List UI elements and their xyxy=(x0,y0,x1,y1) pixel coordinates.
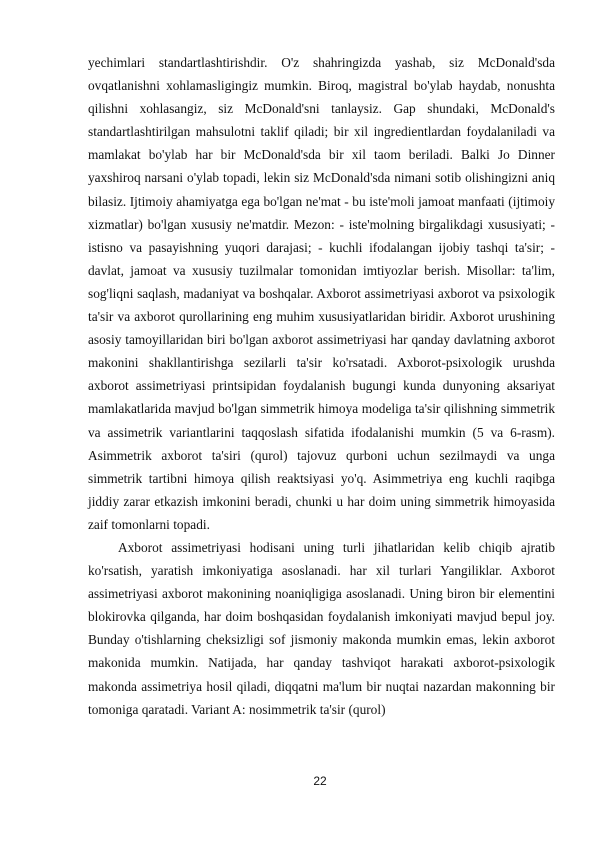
body-text xyxy=(88,51,555,721)
paragraph-1: yechimlari standartlashtirishdir. O'z shahringizda yashab, siz McDonald'sda ovqatlanishni xohlamasligingiz mumkin. Biroq, magistral bo'ylab haydab, nonushta qilishni xohlasangiz, siz McDonald'sni tanlaysiz. Gap shundaki, McDonald's standartlashtirilgan mahsulotni taklif qiladi; bir xil ingredientlardan foydalaniladi va mamlakat bo'ylab har bir McDonald'sda bir xil taom beriladi. Balki Jo Dinner yaxshiroq narsani o'ylab topadi, lekin siz McDonald'sda nimani sotib olishingizni aniq bilasiz. Ijtimoiy ahamiyatga ega bo'lgan ne'mat - bu iste'moli jamoat manfaati (ijtimoiy xizmatlar) bo'lgan xususiy ne'matdir. Mezon: - iste'molning birgalikdagi xususiyati; - istisno va pasayishning yuqori darajasi; - kuchli ifodalangan ijobiy tashqi ta'sir; - davlat, jamoat va xususiy tuzilmalar tomonidan imtiyozlar berish. Misollar: ta'lim, sog'liqni saqlash, madaniyat va boshqalar. Axborot assimetriyasi axborot va psixologik ta'sir va axborot qurollarining eng muhim xususiyatlaridan biridir. Axborot urushining asosiy tamoyillaridan biri bo'lgan axborot assimetriyasi har qanday davlatning axborot makonini shakllantirishga sezilarli ta'sir ko'rsatadi. Axborot-psixologik urushda axborot assimetriyasi printsipidan foydalanish bugungi kunda dunyoning aksariyat mamlakatlarida mavjud bo'lgan simmetrik himoya modeliga ta'sir qilishning simmetrik va assimetrik variantlarini taqqoslash sifatida ifodalanishi mumkin (5 va 6-rasm). Asimmetrik axborot ta'siri (qurol) tajovuz qurboni uchun sezilmaydi va unga simmetrik tartibni himoya qilish reaktsiyasi yo'q. Asimmetriya eng kuchli raqibga jiddiy zarar etkazish imkonini beradi, chunki u har doim uning simmetrik himoyasida zaif tomonlarni topadi. xyxy=(88,55,555,532)
paragraph-2: Axborot assimetriyasi hodisani uning turli jihatlaridan kelib chiqib ajratib ko'rsatish, yaratish imkoniyatiga asoslanadi. har xil turlari Yangiliklar. Axborot assimetriyasi axborot makonining noaniqligiga asoslanadi. Uning biron bir elementini blokirovka qilganda, har doim boshqasidan foydalanish imkoniyati mavjud bepul joy. Bunday o'tishlarning cheksizligi sof jismoniy makonda mumkin emas, lekin axborot makonida mumkin. Natijada, har qanday tashviqot harakati axborot-psixologik makonda assimetriya hosil qiladi, diqqatni ma'lum bir nuqtai nazardan makonning bir tomoniga qaratadi. Variant A: nosimmetrik ta'sir (qurol) xyxy=(88,539,555,717)
page-number: 22 xyxy=(313,774,327,788)
